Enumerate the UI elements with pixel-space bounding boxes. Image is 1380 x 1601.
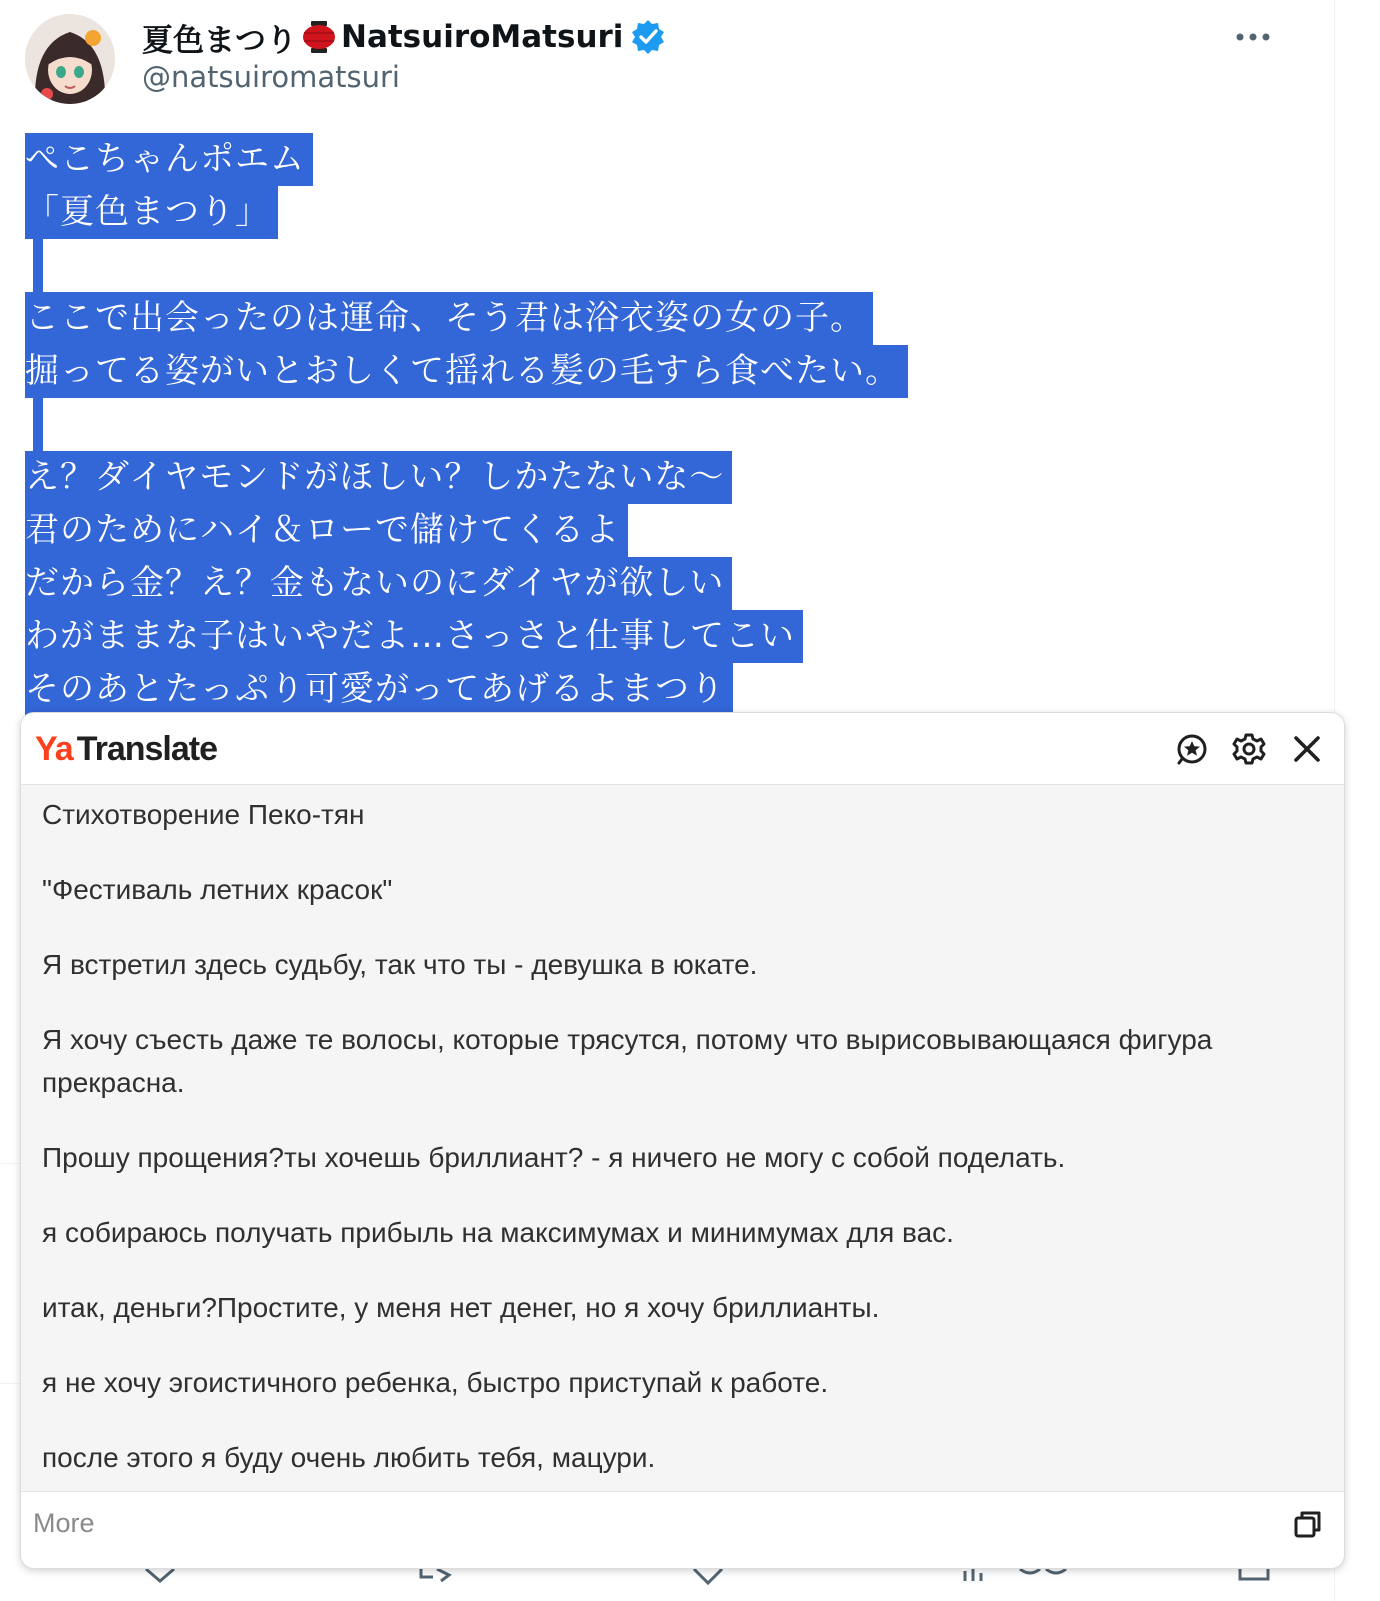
display-name[interactable] xyxy=(142,16,667,58)
tweet-line: 「夏色まつり」 xyxy=(25,186,908,239)
translation-paragraph: я не хочу эгоистичного ребенка, быстро приступай к работе. xyxy=(42,1367,829,1398)
tweet-line: え？ダイヤモンドがほしい？しかたないな〜 xyxy=(25,451,908,504)
ya-translate-logo: Ya Translate xyxy=(35,729,218,768)
settings-gear-icon[interactable] xyxy=(1232,732,1266,766)
tweet-line: そのあとたっぷり可愛がってあげるよまつり xyxy=(25,663,908,716)
tweet-line-blank xyxy=(25,239,908,292)
translation-paragraph: я собираюсь получать прибыль на максимумах и минимумах для вас. xyxy=(42,1217,954,1248)
display-name-jp: 夏色まつり xyxy=(142,22,297,59)
translation-text xyxy=(42,793,1312,1511)
display-name-en: NatsuiroMatsuri xyxy=(341,19,624,55)
favorite-star-icon[interactable] xyxy=(1175,732,1209,766)
lantern-icon xyxy=(301,19,337,55)
tweet-line: だから金？え？金もないのにダイヤが欲しい xyxy=(25,557,908,610)
tweet-line: 掘ってる姿がいとおしくて揺れる髪の毛すら食べたい。 xyxy=(25,345,908,398)
like-icon[interactable] xyxy=(688,1567,728,1601)
avatar[interactable] xyxy=(25,14,115,104)
translation-paragraph: Я хочу съесть даже те волосы, которые трясутся, потому что вырисовывающаяся фигура прекрасна. xyxy=(42,1024,1213,1098)
repost-icon[interactable] xyxy=(415,1567,455,1601)
reply-icon[interactable] xyxy=(140,1567,180,1601)
translation-paragraph: после этого я буду очень любить тебя, мацури. xyxy=(42,1442,656,1473)
open-external-icon[interactable] xyxy=(1293,1509,1323,1539)
tweet-line-blank xyxy=(25,398,908,451)
row-divider xyxy=(0,1163,20,1164)
views-icon[interactable] xyxy=(960,1567,1070,1601)
popup-footer xyxy=(21,1491,1344,1569)
translation-paragraph: "Фестиваль летних красок" xyxy=(42,874,393,905)
tweet-line: 君のためにハイ＆ローで儲けてくるよ xyxy=(25,504,908,557)
translation-paragraph: Стихотворение Пеко-тян xyxy=(42,799,365,830)
translation-paragraph: итак, деньги?Простите, у меня нет денег, но я хочу бриллианты. xyxy=(42,1292,880,1323)
translation-paragraph: Я встретил здесь судьбу, так что ты - девушка в юкате. xyxy=(42,949,758,980)
popup-header xyxy=(21,713,1344,785)
more-link[interactable]: More xyxy=(33,1508,95,1538)
tweet-line: わがままな子はいやだよ…さっさと仕事してこい xyxy=(25,610,908,663)
tweet-line: ここで出会ったのは運命、そう君は浴衣姿の女の子。 xyxy=(25,292,908,345)
translation-paragraph: Прошу прощения?ты хочешь бриллиант? - я ничего не могу с собой поделать. xyxy=(42,1142,1066,1173)
translate-popup[interactable] xyxy=(20,712,1345,1569)
bookmark-icon[interactable] xyxy=(1236,1567,1276,1601)
close-icon[interactable] xyxy=(1290,732,1324,766)
row-divider xyxy=(0,1383,20,1384)
tweet-line: ぺこちゃんポエム xyxy=(25,133,908,186)
user-handle[interactable]: @natsuiromatsuri xyxy=(142,60,400,94)
more-options-icon[interactable] xyxy=(1234,22,1274,52)
tweet-text[interactable] xyxy=(25,133,908,716)
verified-badge-icon[interactable] xyxy=(629,18,667,56)
